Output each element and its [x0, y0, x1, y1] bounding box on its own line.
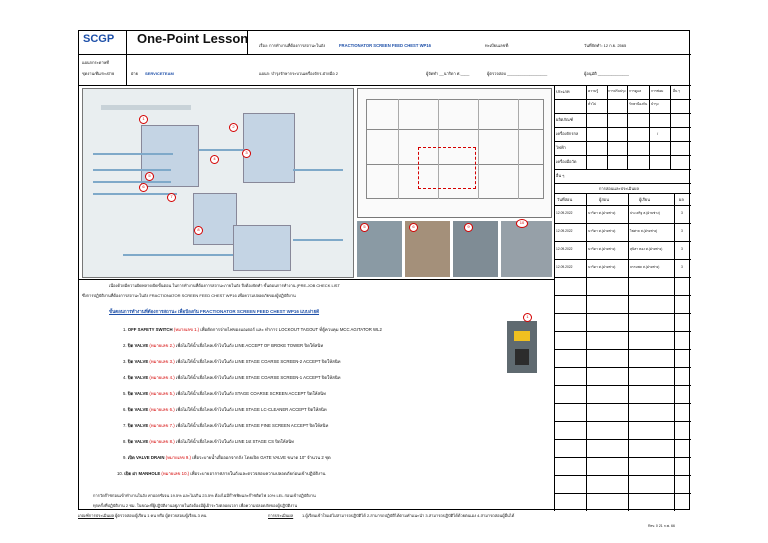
unit-label: แผนก: บำรุงรักษากระบวนเครื่องจักร-ฝ่ายมือ 2 — [259, 71, 338, 76]
callout-5: 5 — [145, 172, 154, 181]
step-ref: (หมายเลข 4.) — [149, 375, 175, 380]
step-ref: (หมายเลข 5.) — [149, 391, 175, 396]
author-label: ผู้จัดทำ __นาริดา ศ.____ — [426, 71, 470, 76]
step-detail: เพื่อไม่ให้น้ำเยื่อไหลเข้าไปในถัง LINE STAGE FINE SCREEN ACCEPT ปิดให้สนิท — [175, 423, 329, 428]
class-col-3b: รักษาป้องกัน — [629, 102, 648, 106]
procedure-step — [123, 439, 294, 444]
step-detail: เพื่อไม่ให้น้ำเยื่อไหลเข้าไปในถัง LINE 1st STAGE CS ปิดให้สนิท — [175, 439, 294, 444]
rec-1-result: 3 — [681, 211, 683, 215]
class-col-1b: ทั่วไป — [588, 102, 596, 106]
record-title: การสอนและประเมินผล — [599, 186, 639, 191]
step-ref: (หมายเลข 3.) — [149, 359, 175, 364]
step-number: 8. — [123, 439, 127, 444]
opl-sheet — [78, 30, 690, 510]
step-number: 1. — [123, 327, 127, 332]
step-ref: (หมายเลข 8.) — [149, 439, 175, 444]
callout-6-photo: 6 — [409, 223, 418, 232]
callout-1-photo: 1 — [523, 313, 532, 322]
class-col-2: การปรับปรุง — [608, 89, 626, 93]
rec-2-date: 12.09.2022 — [556, 229, 573, 233]
team-prefix: ฝ่าย — [131, 71, 138, 76]
step-ref: (หมายเลข 7.) — [149, 423, 175, 428]
regno-label: ทะเบียนเลขที่: — [485, 43, 510, 48]
step-ref: (หมายเลข 6.) — [149, 407, 175, 412]
callout-4: 4 — [210, 155, 219, 164]
procedure-step — [123, 455, 331, 460]
callout-9-photo: 9 — [464, 223, 473, 232]
step-detail: เพื่อระบายอากาศภายในถังและตรวจสอบความปลอดภัยก่อนเข้าปฏิบัติงาน — [190, 471, 326, 476]
rev-label: Rev. 0 21 ก.พ. 66 — [648, 524, 675, 528]
callout-3: 3 — [242, 149, 251, 158]
class-col-3: การดูแล — [629, 89, 642, 93]
step-action: ปิด VALVE — [127, 423, 149, 428]
step-action: ปิด VALVE — [127, 359, 149, 364]
rec-4-result: 3 — [681, 265, 683, 269]
intro-line-1: เนื่องด้วยมีความผิดพลาด/ผิดขั้นตอน ในการทำงานที่ต้องการสถานะภายในถัง จึงต้องจัดทำ ขั้นตอนการทำงาน (PRE-JOB CHECK LIST — [109, 283, 340, 288]
date-label: วันที่จัดทำ: 12 ก.ย. 2565 — [584, 43, 627, 48]
procedure-step — [123, 375, 340, 380]
pid-diagram-photo — [82, 88, 354, 278]
class-row-electric: ไฟฟ้า — [556, 145, 566, 150]
step-action: ปิด VALVE — [127, 439, 149, 444]
step-number: 5. — [123, 391, 127, 396]
class-row-machine: เครื่องจักรกล — [556, 131, 579, 136]
step-action: OFF SAFETY SWITCH — [127, 327, 173, 332]
rec-3-learner: สุนิสา ทอง ศ.(ฝ่ายช่าง) — [630, 247, 663, 251]
step-detail: เพื่อไม่ให้น้ำเยื่อไหลเข้าไปในถัง LINE STAGE COARSE SCREEN-2 ACCEPT ปิดให้สนิท — [175, 359, 341, 364]
class-row-type: ประเภท — [556, 89, 570, 94]
score-scale: 1.ผู้เรียนเข้าใจแต่ไม่สามารถปฏิบัติได้ 2.สามารถปฏิบัติได้ตามคำแนะนำ 3.สามารถปฏิบัติได้ด้วยตนเอง 4.สามารถสอนผู้อื่นได้ — [302, 513, 515, 518]
score-label: การประเมินผล — [268, 513, 294, 518]
rec-4-date: 12.09.2022 — [556, 265, 573, 269]
procedure-step — [123, 391, 326, 396]
extra-line-2: ทุกครั้งที่ปฏิบัติงาน 2 ชม. ในขณะที่ผู้ปฏิบัติงานอยู่ภายในถังต้องมีผู้เฝ้าระวังตลอดเวลา เพื่อความปลอดภัยของผู้ปฏิบัติงาน — [93, 503, 298, 508]
step-detail: เพื่อไม่ให้น้ำเยื่อไหลเข้าไปในถัง LINE STAGE COARSE SCREEN-1 ACCEPT ปิดให้สนิท — [175, 375, 341, 380]
callout-7: 7 — [167, 193, 176, 202]
tank-drawing-photo — [357, 88, 552, 218]
procedure-step — [123, 327, 382, 332]
page-title: One-Point Lesson — [137, 31, 249, 46]
step-action: เปิด ฝา MANHOLE — [124, 471, 161, 476]
step-action: ปิด VALVE — [127, 375, 149, 380]
callout-1: 1 — [139, 115, 148, 124]
approver-label: ผู้ตรวจสอบ __________________ — [487, 71, 548, 76]
scgp-logo: SCGP — [83, 33, 115, 45]
rec-1-date: 12.09.2022 — [556, 211, 573, 215]
rec-2-result: 3 — [681, 229, 683, 233]
rec-4-learner: ธรรมพล ส.(ฝ่ายช่าง) — [630, 265, 660, 269]
callout-6: 6 — [139, 183, 148, 192]
valve-photo-3 — [453, 221, 498, 277]
step-ref: (หมายเลข 2.) — [149, 343, 175, 348]
extra-line-1: การวัดก๊าซก่อนเข้าทำงานในถัง ค่าออกซิเจน 19.5% และไม่เกิน 23.5% ต้องไม่มีก๊าซพิษและก๊าซติดไฟ 10% LEL ก่อนเข้าปฏิบัติงาน — [93, 493, 316, 498]
procedure-heading: ขั้นตอนการทำงานที่ต้องการสถานะ เพื่อป้องกัน FRACTIONATOR SCREEN FEED CHEST WP16 แบบง่ายดี — [109, 309, 320, 314]
rec-2-teacher: นาริดา ศ.(ฝ่ายช่าง) — [588, 229, 616, 233]
rec-2-learner: ไพศาล ส.(ฝ่ายช่าง) — [630, 229, 658, 233]
procedure-step — [123, 423, 328, 428]
step-number: 9. — [123, 455, 127, 460]
class-row-other: อื่น ๆ — [556, 173, 565, 178]
rec-h-date: วันที่สอน — [557, 197, 573, 202]
manhole-photo — [501, 221, 552, 277]
callout-5-photo: 5 — [360, 223, 369, 232]
step-detail: เพื่อไม่ให้น้ำเยื่อไหลเข้าไปในถัง LINE ACCEPT OF BROKE TOWER ปิดให้สนิท — [175, 343, 324, 348]
step-detail: เพื่อไม่ให้น้ำเยื่อไหลเข้าไปในถัง STAGE COARSE SCREEN ACCEPT ปิดให้สนิท — [175, 391, 326, 396]
rec-4-teacher: นาริดา ศ.(ฝ่ายช่าง) — [588, 265, 616, 269]
subject-label: เรื่อง: การทำงานที่ต้องการสถานะในถัง — [259, 43, 326, 48]
class-mark: / — [657, 131, 659, 136]
procedure-step — [123, 359, 340, 364]
reviewer-label: ผู้อนุมัติ ______________ — [584, 71, 629, 76]
team-value: SERVICETEAM — [145, 71, 174, 76]
step-number: 6. — [123, 407, 127, 412]
procedure-step — [117, 471, 326, 476]
step-number: 10. — [117, 471, 123, 476]
step-number: 3. — [123, 359, 127, 364]
procedure-step — [123, 407, 327, 412]
callout-10-photo: 10 — [516, 219, 528, 228]
procedure-step — [123, 343, 323, 348]
callout-8: 8 — [194, 226, 203, 235]
rec-1-teacher: นาริดา ศ.(ฝ่ายช่าง) — [588, 211, 616, 215]
class-col-1: ความรู้ — [588, 89, 599, 93]
dept-label: แผนกกระดาษที่ — [82, 60, 109, 65]
step-number: 2. — [123, 343, 127, 348]
team-label: ชุดงาน/ทีม/กะ/ฝ่าย — [82, 71, 115, 76]
eval-text: ผู้ตรวจสอบ/ผู้เรียน 1 คน หรือ ผู้ตรวจสอบ/ผู้เรียน 3 คน — [115, 513, 207, 518]
step-number: 4. — [123, 375, 127, 380]
step-number: 7. — [123, 423, 127, 428]
step-action: ปิด VALVE — [127, 407, 149, 412]
step-detail: เพื่อไม่ให้น้ำเยื่อไหลเข้าไปในถัง LINE STAGE LC-CLEANER ACCEPT ปิดให้สนิท — [175, 407, 327, 412]
step-ref: (หมายเลข 1.) — [173, 327, 200, 332]
step-action: ปิด VALVE — [127, 343, 149, 348]
callout-2: 2 — [229, 123, 238, 132]
class-row-instrument: เครื่องมือวัด — [556, 159, 577, 164]
rec-h-learner: ผู้เรียน — [639, 197, 650, 202]
class-row-product: ผลิตภัณฑ์ — [556, 117, 574, 122]
class-col-4: การซ่อม — [651, 89, 664, 93]
step-action: ปิด VALVE — [127, 391, 149, 396]
step-ref: (หมายเลข 9.) — [165, 455, 191, 460]
rec-h-result: ผล — [679, 197, 684, 202]
rec-1-learner: ประเสริฐ ส.(ฝ่ายช่าง) — [630, 211, 660, 215]
class-col-5: อื่น ๆ — [673, 89, 681, 93]
rec-3-date: 12.09.2022 — [556, 247, 573, 251]
rec-3-result: 3 — [681, 247, 683, 251]
eval-label: เกณฑ์การประเมินผล — [78, 513, 115, 518]
rec-h-teacher: ผู้สอน — [599, 197, 609, 202]
step-detail: เพื่อตัดการจ่ายไฟของมอเตอร์ และ ทำการ LOCKOUT TAGOUT ที่ตู้ควบคุม MCC AGITATOR WL2 — [200, 327, 382, 332]
step-ref: (หมายเลข 10.) — [161, 471, 190, 476]
rec-3-teacher: นาริดา ศ.(ฝ่ายช่าง) — [588, 247, 616, 251]
class-col-4b: บำรุง — [651, 102, 659, 106]
step-detail: เพื่อระบายน้ำเยื่อออกจากถัง โดยเปิด GATE VALVE ขนาด 10" จำนวน 2 ชุด — [192, 455, 331, 460]
step-action: เปิด VALVE DRAIN — [127, 455, 165, 460]
intro-line-2: ซึ่งการปฏิบัติงานที่ต้องการสถานะในถัง FRACTIONATOR SCREEN FEED CHEST WP16 เพื่อความปลอดภัยของผู้ปฏิบัติงาน — [82, 293, 296, 298]
safety-switch-photo — [507, 321, 537, 373]
subject-value: FRACTIONATOR SCREEN FEED CHEST WP16 — [339, 43, 431, 48]
